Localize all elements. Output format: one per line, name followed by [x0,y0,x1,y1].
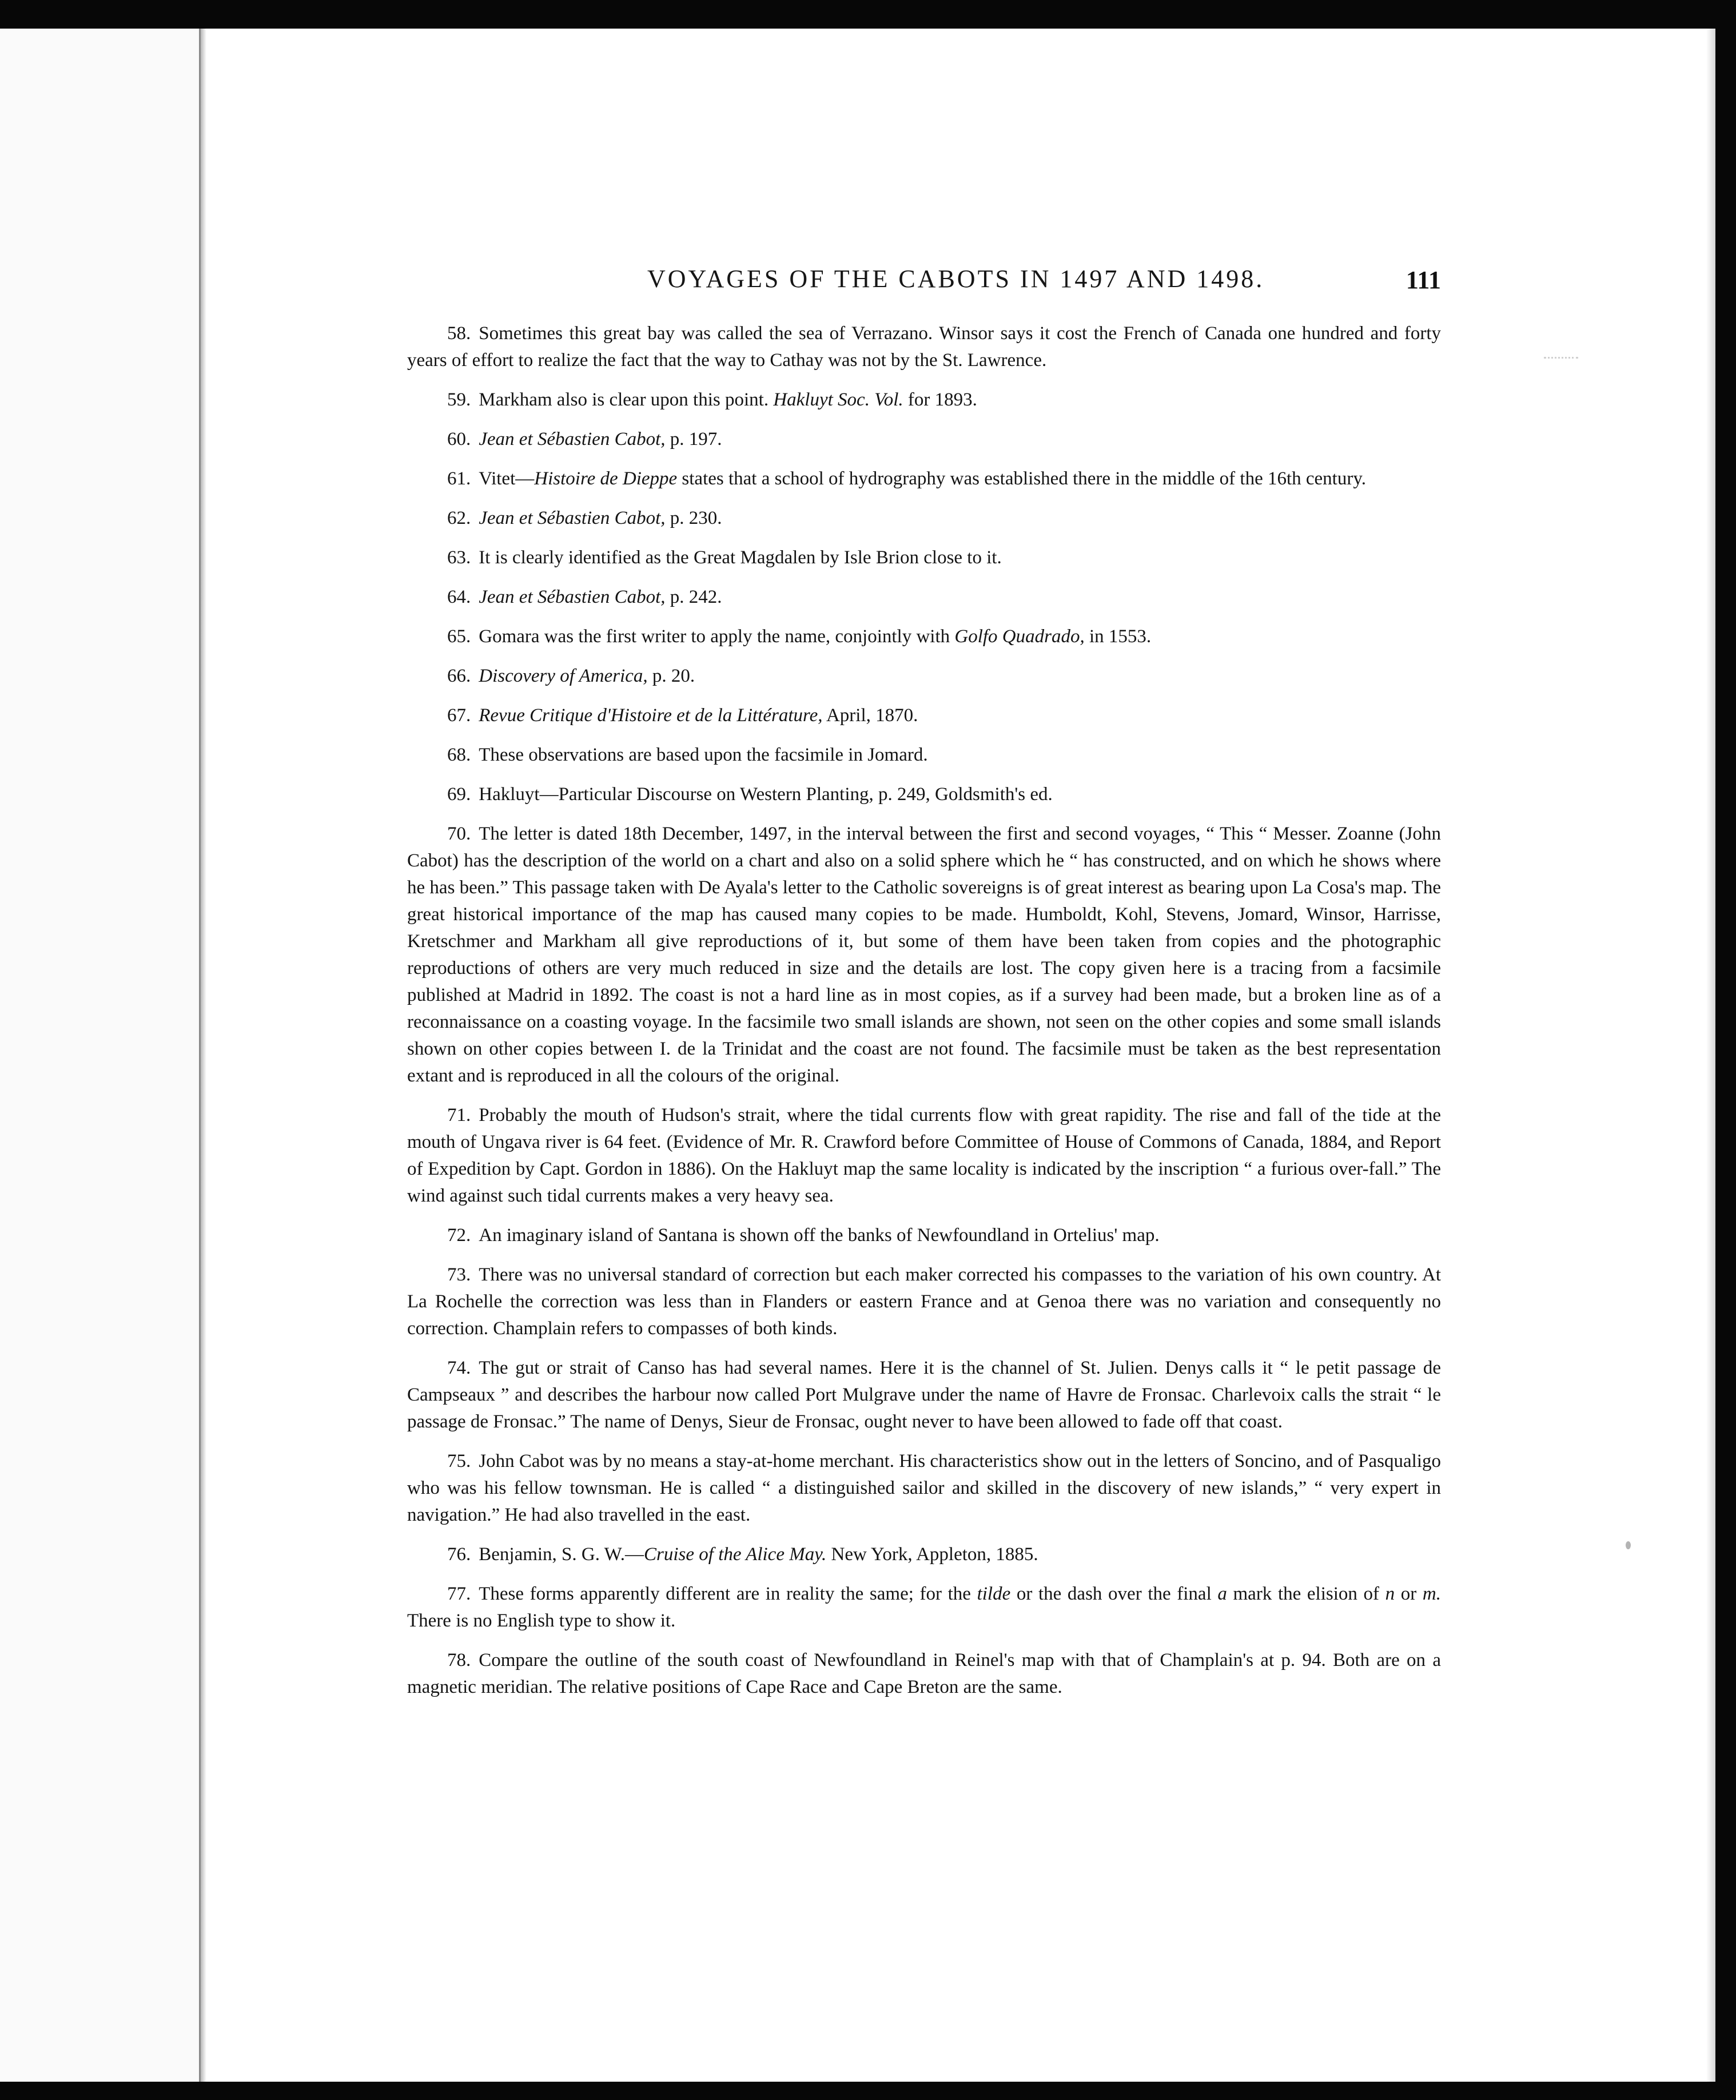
note-italic-text: Revue Critique d'Histoire et de la Littérature, [479,705,823,726]
note-number: 73. [447,1264,471,1285]
facing-page [0,29,201,2082]
note-number: 60. [447,429,471,450]
note-text: for 1893. [903,389,977,410]
note-text: There is no English type to show it. [407,1610,676,1631]
endnote [407,387,1441,413]
note-text: It is clearly identified as the Great Magdalen by Isle Brion close to it. [479,547,1002,568]
note-text: mark the elision of [1227,1584,1385,1604]
note-number: 75. [447,1451,471,1471]
note-text: An imaginary island of Santana is shown off the banks of Newfoundland in Ortelius' map. [479,1225,1160,1246]
note-text: Vitet— [479,468,535,489]
note-italic-text: Jean et Sébastien Cabot, [479,429,666,450]
note-number: 67. [447,705,471,726]
note-number: 62. [447,508,471,528]
endnote [407,663,1441,690]
note-italic-text: Cruise of the Alice May. [644,1544,827,1565]
endnote [407,584,1441,611]
note-italic-text: a [1217,1584,1227,1604]
endnote [407,1262,1441,1342]
endnote [407,320,1441,374]
note-text: These forms apparently different are in reality the same; for the [479,1584,977,1604]
endnote [407,544,1441,571]
note-number: 61. [447,468,471,489]
note-italic-text: Jean et Sébastien Cabot, [479,587,666,607]
note-text: p. 197. [665,429,722,450]
note-number: 77. [447,1584,471,1604]
scan-right-border [1715,0,1736,2100]
note-text: or the dash over the final [1010,1584,1218,1604]
note-text: April, 1870. [822,705,918,726]
note-number: 72. [447,1225,471,1246]
note-number: 63. [447,547,471,568]
endnote [407,1355,1441,1435]
note-italic-text: n [1385,1584,1395,1604]
note-number: 59. [447,389,471,410]
note-number: 76. [447,1544,471,1565]
note-number: 68. [447,745,471,765]
note-text: Sometimes this great bay was called the sea of Verrazano. Winsor says it cost the French of Canada one hundred and forty years of effort to realize the fact that the way to Cathay was not by the St. Lawrence. [407,323,1441,371]
note-italic-text: tilde [977,1584,1011,1604]
note-text: Gomara was the first writer to apply the name, conjointly with [479,626,955,647]
note-number: 78. [447,1650,471,1671]
note-text: These observations are based upon the facsimile in Jomard. [479,745,928,765]
endnote [407,1647,1441,1701]
page-header [407,264,1441,304]
endnote [407,1581,1441,1634]
scan-bottom-border [0,2082,1736,2100]
note-italic-text: Jean et Sébastien Cabot, [479,508,666,528]
note-text: Hakluyt—Particular Discourse on Western Planting, p. 249, Goldsmith's ed. [479,784,1053,805]
note-text: or [1395,1584,1423,1604]
endnote [407,1222,1441,1249]
note-italic-text: Hakluyt Soc. Vol. [773,389,903,410]
endnote [407,1102,1441,1210]
note-text: p. 230. [665,508,722,528]
paper-spot [1626,1541,1631,1549]
endnote [407,781,1441,808]
note-number: 66. [447,666,471,686]
note-italic-text: Histoire de Dieppe [534,468,678,489]
note-text: in 1553. [1084,626,1152,647]
note-text: Benjamin, S. G. W.— [479,1544,644,1565]
endnote [407,1541,1441,1568]
note-text: p. 20. [647,666,695,686]
scan-top-border [0,0,1736,29]
note-text: Compare the outline of the south coast of Newfoundland in Reinel's map with that of Champlain's at p. 94. Both are on a magnetic meridian. The relative positions of Cape Race and Cape Breton are the same. [407,1650,1441,1697]
note-italic-text: Golfo Quadrado, [954,626,1085,647]
endnotes-list [407,320,1441,1713]
endnote [407,821,1441,1089]
page-edge-shadow [1706,29,1715,2082]
endnote [407,623,1441,650]
page-number: 111 [1405,266,1441,294]
note-text: Markham also is clear upon this point. [479,389,774,410]
note-number: 64. [447,587,471,607]
endnote [407,742,1441,769]
running-title: VOYAGES OF THE CABOTS IN 1497 AND 1498. [647,265,1265,293]
faint-mark [1544,357,1578,363]
note-text: The gut or strait of Canso has had several names. Here it is the channel of St. Julien. Denys calls it “ le petit passage de Campseaux ” and describes the harbour now called Port Mulgrave under the name of Havre de Fronsac. Charlevoix calls the strait “ le passage de Fronsac.” The name of Denys, Sieur de Fronsac, ought never to have been allowed to fade off that coast. [407,1358,1441,1432]
note-text: The letter is dated 18th December, 1497, in the interval between the first and second voyages, “ This “ Messer. Zoanne (John Cabot) has the description of the world on a chart and also on a solid sphere which he “ has constructed, and on which he shows where he has been.” This passage taken with De Ayala's letter to the Catholic sovereigns is of great interest as bearing upon La Cosa's map. The great historical importance of the map has caused many copies to be made. Humboldt, Kohl, Stevens, Jomard, Winsor, Harrisse, Kretschmer and Markham all give reproductions of it, but some of them have been taken from copies and the photographic reproductions of others are very much reduced in size and the details are lost. The copy given here is a tracing from a facsimile published at Madrid in 1892. The coast is not a hard line as in most copies, as if a survey had been made, but a broken line as of a reconnaissance on a coasting voyage. In the facsimile two small islands are shown, not seen on the other copies and some small islands shown on other copies between I. de la Trinidat and the coast are not found. The facsimile must be taken as the best representation extant and is reproduced in all the colours of the original. [407,824,1441,1086]
note-italic-text: m. [1422,1584,1441,1604]
note-number: 70. [447,824,471,844]
gutter-shadow [201,29,206,2082]
note-number: 69. [447,784,471,805]
note-text: John Cabot was by no means a stay-at-home merchant. His characteristics show out in the letters of Soncino, and of Pasqualigo who was his fellow townsman. He is called “ a distinguished sailor and skilled in the discovery of new islands,” “ very expert in navigation.” He had also travelled in the east. [407,1451,1441,1525]
note-text: states that a school of hydrography was established there in the middle of the 16th century. [677,468,1366,489]
note-number: 71. [447,1105,471,1125]
note-text: New York, Appleton, 1885. [826,1544,1038,1565]
endnote [407,466,1441,492]
note-text: p. 242. [665,587,722,607]
note-text: Probably the mouth of Hudson's strait, where the tidal currents flow with great rapidity. The rise and fall of the tide at the mouth of Ungava river is 64 feet. (Evidence of Mr. R. Crawford before Committee of House of Commons of Canada, 1884, and Report of Expedition by Capt. Gordon in 1886). On the Hakluyt map the same locality is indicated by the inscription “ a furious over-fall.” The wind against such tidal currents makes a very heavy sea. [407,1105,1441,1206]
note-number: 58. [447,323,471,344]
endnote [407,1448,1441,1529]
note-number: 65. [447,626,471,647]
endnote [407,426,1441,453]
endnote [407,702,1441,729]
note-number: 74. [447,1358,471,1378]
endnote [407,505,1441,532]
note-text: There was no universal standard of correction but each maker corrected his compasses to the variation of his own country. At La Rochelle the correction was less than in Flanders or eastern France and at Genoa there was no variation and consequently no correction. Champlain refers to compasses of both kinds. [407,1264,1441,1339]
note-italic-text: Discovery of America, [479,666,648,686]
